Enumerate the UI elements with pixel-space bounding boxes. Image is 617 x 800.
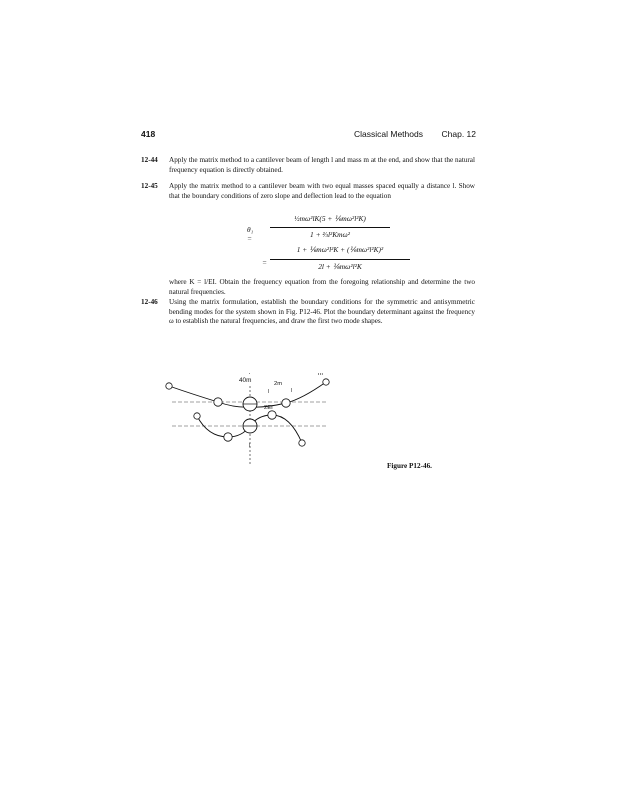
equation-equals: = bbox=[262, 258, 267, 267]
mass-circle bbox=[299, 440, 305, 446]
equation-lhs: θ₁ = bbox=[247, 225, 254, 243]
equation-numerator-2: 1 + ⅙mω²l²K + (⅙mω²l²K)² bbox=[296, 245, 384, 254]
mass-circle bbox=[224, 433, 232, 441]
problem-number: 12-46 bbox=[141, 298, 158, 306]
page-number: 418 bbox=[141, 129, 156, 139]
label-axis-bottom: l bbox=[249, 443, 251, 449]
mass-circle bbox=[194, 413, 200, 419]
equation-numerator-1: ½mω²lK(5 + ⅙mω²l²K) bbox=[294, 214, 366, 223]
chapter-label: Chap. 12 bbox=[441, 129, 476, 139]
mass-circle bbox=[282, 399, 290, 407]
problem-text: where K = l/EI. Obtain the frequency equation from the foregoing relationship and determine the two natural frequencies. bbox=[169, 278, 475, 296]
fraction-bar-1 bbox=[270, 227, 390, 228]
problem-text: Apply the matrix method to a cantilever beam with two equal masses spaced equally a distance l. Show that the boundary conditions of zero slope and deflection lead to the equation bbox=[169, 182, 475, 200]
problem-number: 12-44 bbox=[141, 156, 158, 164]
equation-denominator-2: 2l + ⅙mω²l²K bbox=[318, 262, 362, 271]
label-span-l2: l bbox=[291, 388, 293, 394]
label-axis-top: l bbox=[249, 373, 251, 376]
mass-circle bbox=[268, 411, 276, 419]
figure-caption: Figure P12-46. bbox=[387, 462, 432, 470]
label-span-l: l bbox=[268, 389, 270, 395]
problem-text: Using the matrix formulation, establish the boundary conditions for the symmetric and antisymmetric bending modes for the system shown in Fig. P12-46. Plot the boundary determinant against the frequency ω to establish the natural frequencies, and draw the first two mode shapes. bbox=[169, 298, 475, 325]
problem-text: Apply the matrix method to a cantilever beam of length l and mass m at the end, and show that the natural frequency equation is directly obtained. bbox=[169, 156, 475, 174]
equation-denominator-1: 1 + ⅔l²Kmω² bbox=[310, 230, 350, 239]
figure-p12-46 bbox=[160, 373, 340, 513]
label-mass-2m: 2m bbox=[274, 381, 283, 387]
label-stiffness: 2EI bbox=[264, 405, 273, 411]
problem-number: 12-45 bbox=[141, 182, 158, 190]
mass-circle bbox=[166, 383, 172, 389]
section-title: Classical Methods bbox=[354, 129, 423, 139]
mass-circle bbox=[214, 398, 222, 406]
page-header bbox=[141, 129, 476, 143]
fraction-bar-2 bbox=[270, 259, 410, 260]
label-mass-40m: 40m bbox=[239, 377, 252, 384]
label-mass-m: m bbox=[318, 373, 323, 377]
mass-circle bbox=[323, 379, 329, 385]
